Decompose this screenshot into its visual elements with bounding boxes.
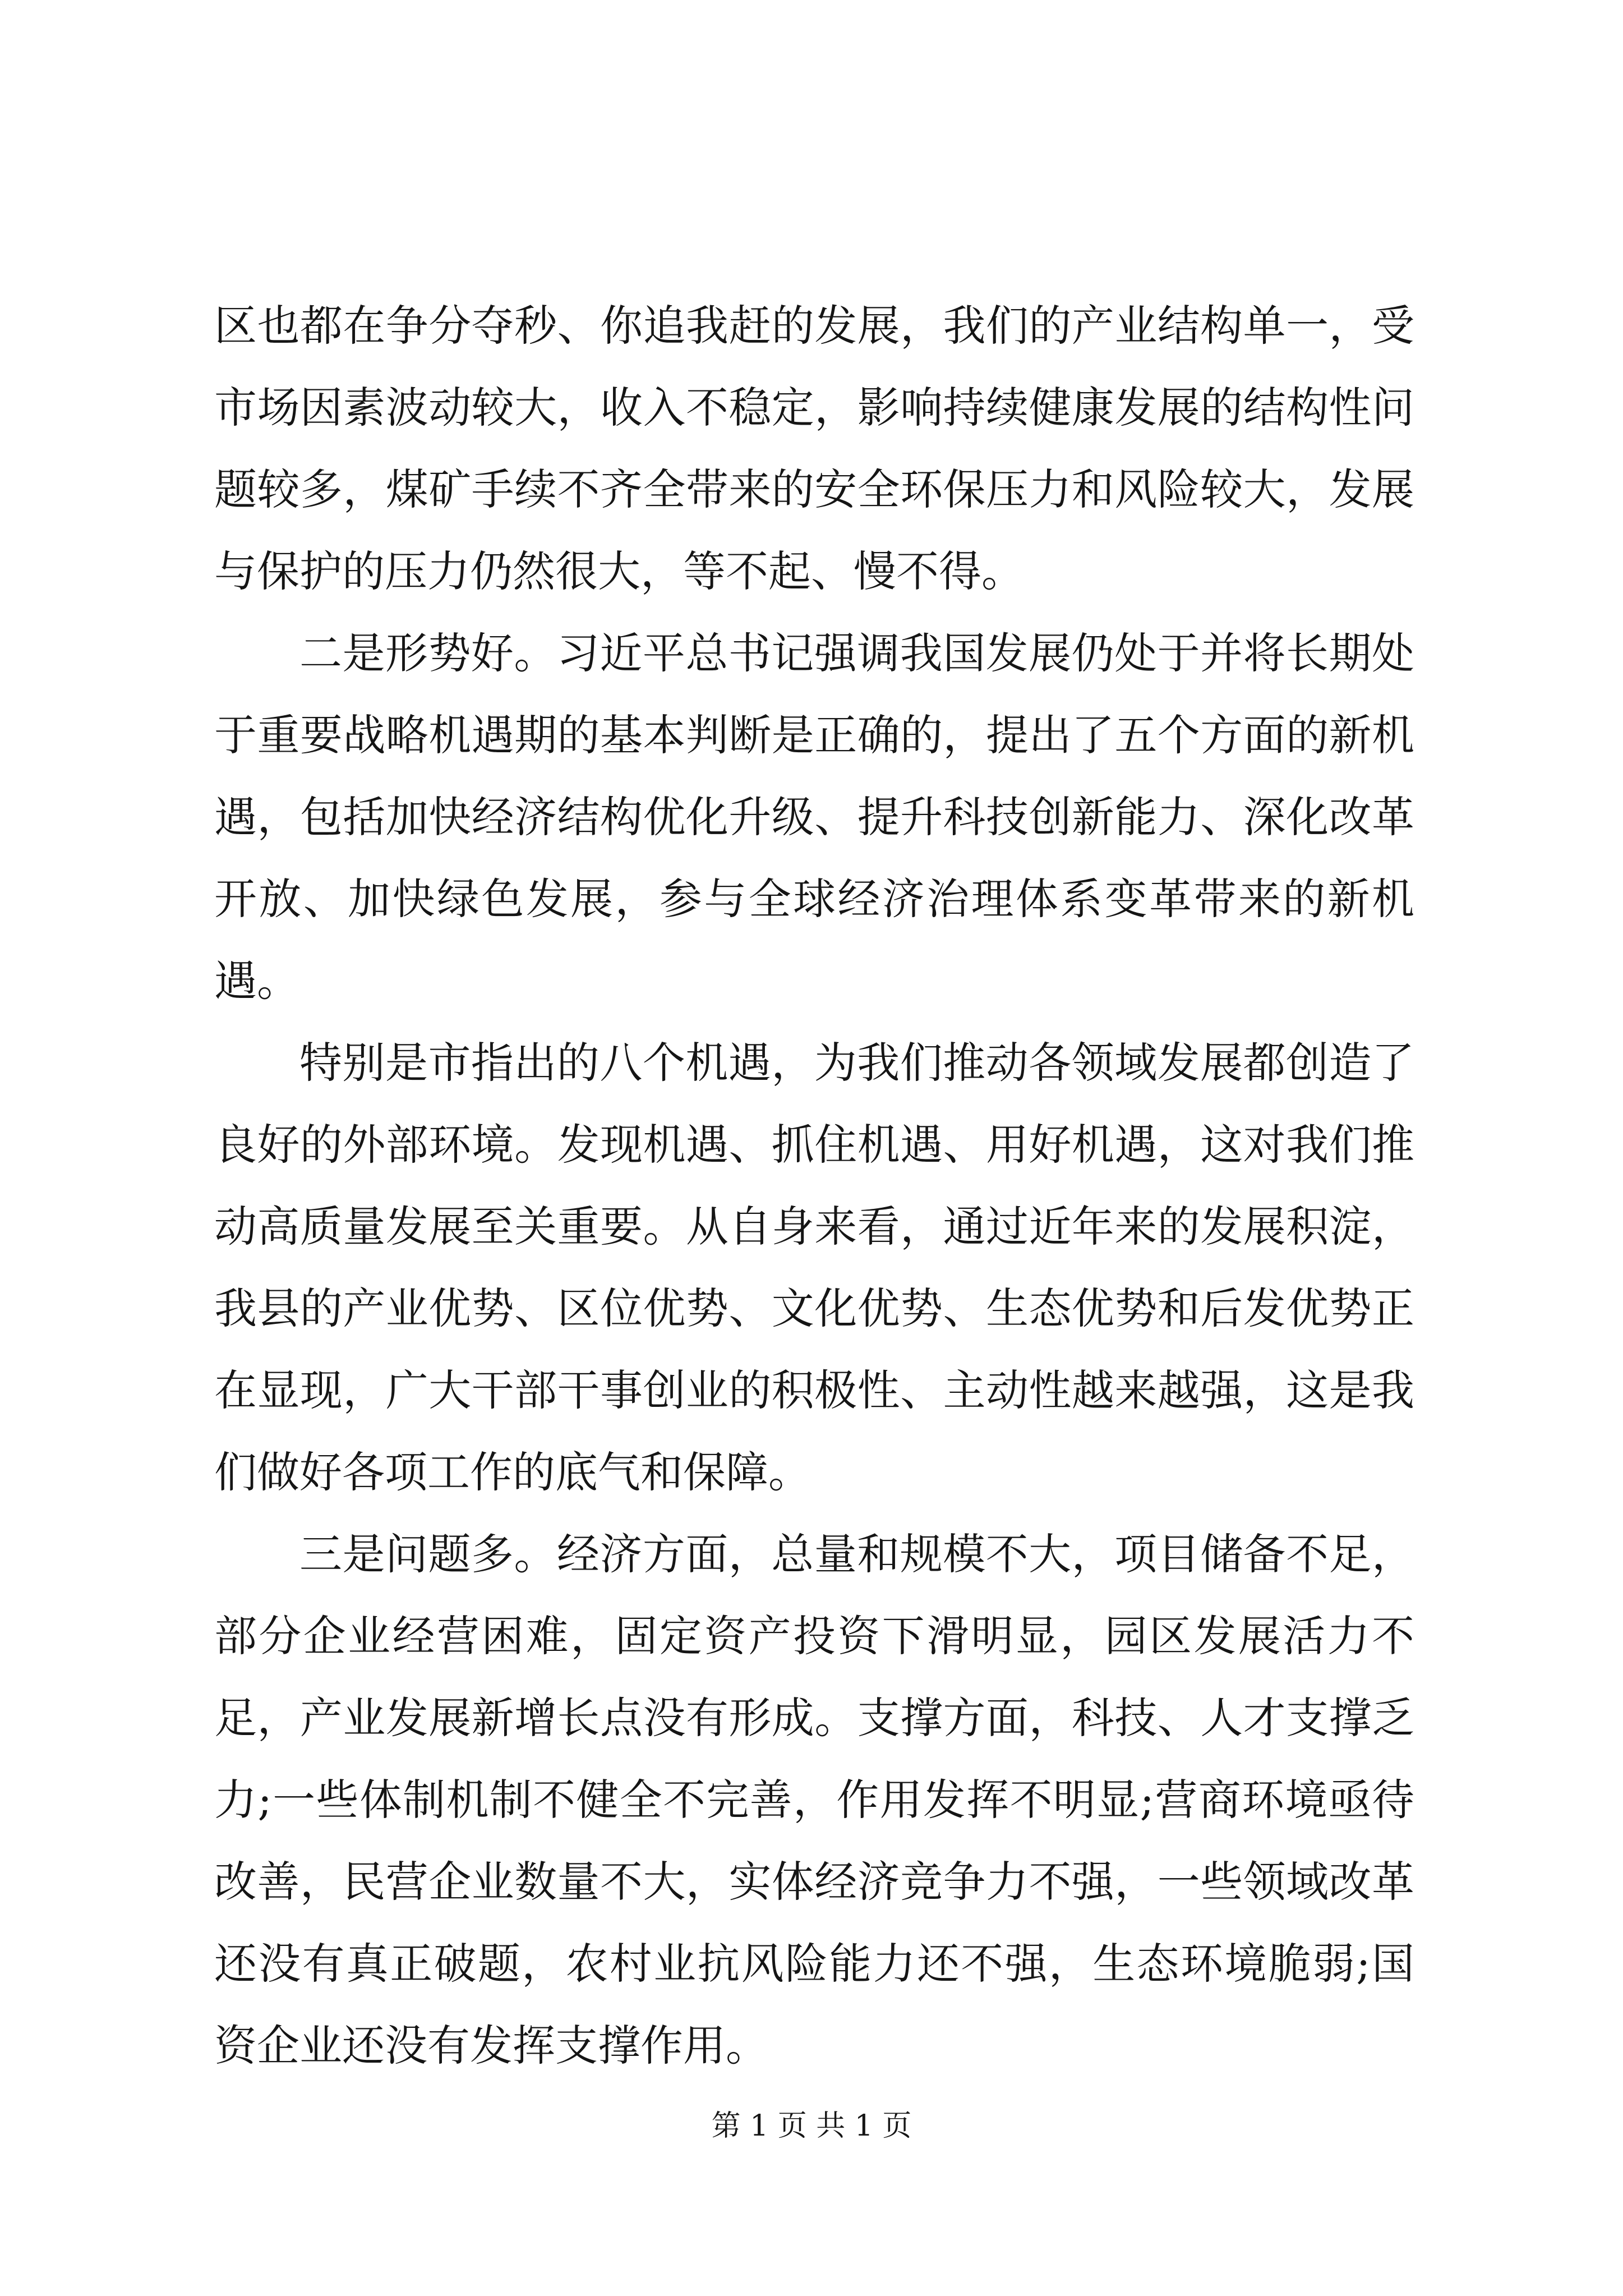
paragraph-eight-opportunities: 特别是市指出的八个机遇，为我们推动各领域发展都创造了良好的外部环境。发现机遇、抓住机遇、用好机遇，这对我们推动高质量发展至关重要。从自身来看，通过近年来的发展积淀，我县的产业优势、区位优势、文化优势、生态优势和后发优势正在显现，广大干部干事创业的积极性、主动性越来越强，这是我们做好各项工作的底气和保障。	[214, 1038, 1414, 1497]
page-footer: 第 1 页 共 1 页	[711, 2109, 912, 2143]
paragraph-many-problems: 三是问题多。经济方面，总量和规模不大，项目储备不足，部分企业经营困难，固定资产投资下滑明显，园区发展活力不足，产业发展新增长点没有形成。支撑方面，科技、人才支撑乏力;一些体制机制不健全不完善，作用发挥不明显;营商环境亟待改善，民营企业数量不大，实体经济竞争力不强，一些领域改革还没有真正破题，农村业抗风险能力还不强，生态环境脆弱;国资企业还没有发挥支撑作用。	[214, 1529, 1414, 2070]
paragraph-situation-good: 二是形势好。习近平总书记强调我国发展仍处于并将长期处于重要战略机遇期的基本判断是正确的，提出了五个方面的新机遇，包括加快经济结构优化升级、提升科技创新能力、深化改革开放、加快绿色发展，参与全球经济治理体系变革带来的新机遇。	[214, 628, 1414, 1006]
paragraph-continuation: 区也都在争分夺秒、你追我赶的发展，我们的产业结构单一，受市场因素波动较大，收入不稳定，影响持续健康发展的结构性问题较多，煤矿手续不齐全带来的安全环保压力和风险较大，发展与保护的压力仍然很大，等不起、慢不得。	[214, 301, 1414, 596]
document-body	[214, 285, 1414, 2087]
